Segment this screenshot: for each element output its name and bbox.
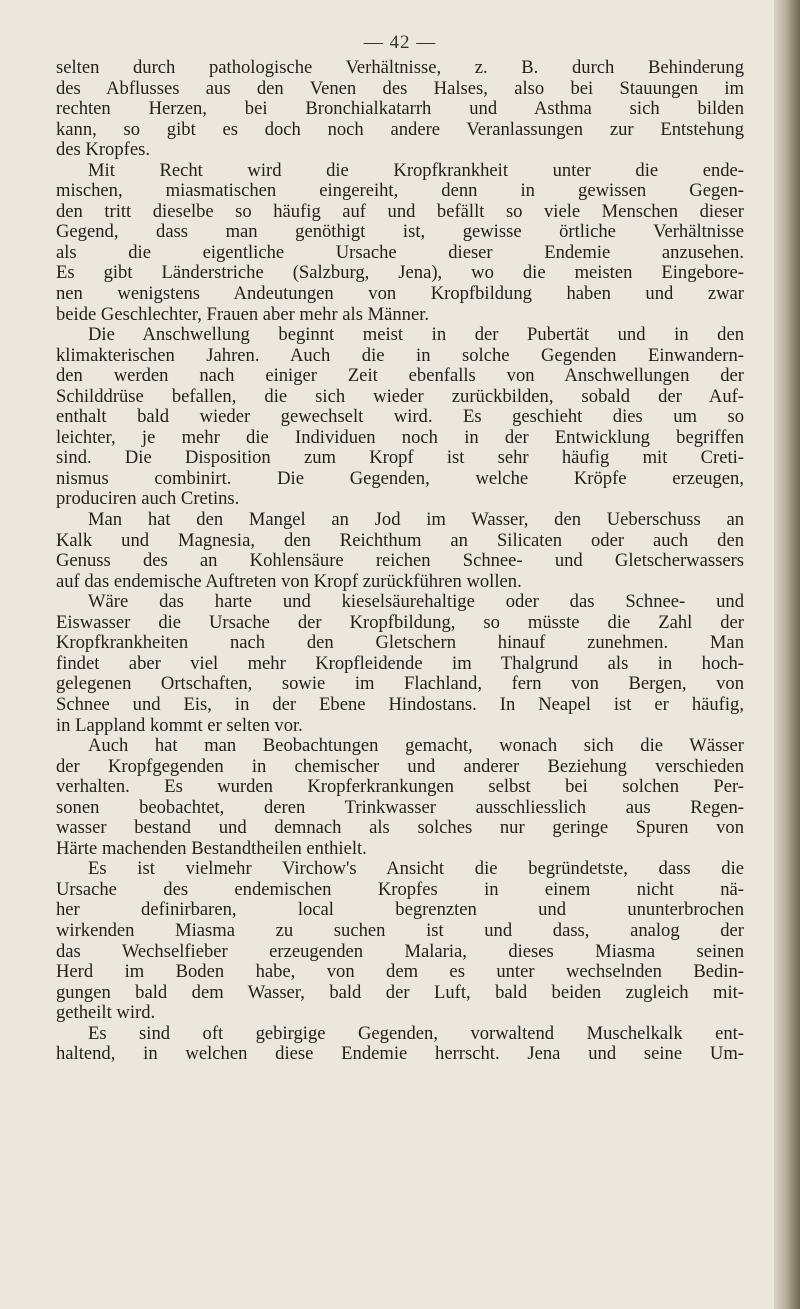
page-number: — 42 — (363, 32, 437, 53)
text-line: den werden nach einiger Zeit ebenfalls von Anschwellungen der (56, 365, 744, 387)
text-line: Es gibt Länderstriche (Salzburg, Jena), wo die meisten Eingebore- (56, 262, 744, 284)
text-line: haltend, in welchen diese Endemie herrscht. Jena und seine Um- (56, 1043, 744, 1065)
text-line: Wäre das harte und kieselsäurehaltige oder das Schnee- und (88, 591, 744, 613)
text-line: Härte machenden Bestandtheilen enthielt. (56, 837, 367, 859)
text-line: das Wechselfieber erzeugenden Malaria, dieses Miasma seinen (56, 940, 744, 962)
text-line: gelegenen Ortschaften, sowie im Flachland, fern von Bergen, von (56, 673, 744, 695)
text-line: Gegend, dass man genöthigt ist, gewisse örtliche Verhältnisse (56, 221, 744, 243)
text-line: klimakterischen Jahren. Auch die in solche Gegenden Einwandern- (56, 344, 744, 366)
text-line: nen wenigstens Andeutungen von Kropfbildung haben und zwar (56, 283, 744, 305)
text-line: Es sind oft gebirgige Gegenden, vorwaltend Muschelkalk ent- (88, 1022, 744, 1044)
text-line: als die eigentliche Ursache dieser Endemie anzusehen. (56, 241, 744, 263)
page-edge-shadow (774, 0, 800, 1309)
body-text (56, 58, 744, 1065)
text-line: getheilt wird. (56, 1002, 156, 1024)
text-line: wirkenden Miasma zu suchen ist und dass, analog der (56, 919, 744, 941)
text-line: gungen bald dem Wasser, bald der Luft, bald beiden zugleich mit- (56, 981, 744, 1003)
text-line: leichter, je mehr die Individuen noch in der Entwicklung begriffen (56, 426, 744, 448)
text-line: beide Geschlechter, Frauen aber mehr als Männer. (56, 303, 430, 325)
text-line: mischen, miasmatischen eingereiht, denn in gewissen Gegen- (56, 180, 744, 202)
text-line: in Lappland kommt er selten vor. (56, 714, 303, 736)
text-line: findet aber viel mehr Kropfleidende im Thalgrund als in hoch- (56, 652, 744, 674)
text-line: Auch hat man Beobachtungen gemacht, wonach sich die Wässer (88, 735, 744, 757)
text-line: Schnee und Eis, in der Ebene Hindostans. In Neapel ist er häufig, (56, 693, 744, 715)
text-line: verhalten. Es wurden Kropferkrankungen selbst bei solchen Per- (56, 776, 744, 798)
text-line: Man hat den Mangel an Jod im Wasser, den Ueberschuss an (88, 509, 744, 531)
text-line: des Kropfes. (56, 139, 150, 161)
text-line: den tritt dieselbe so häufig auf und befällt so viele Menschen dieser (56, 200, 744, 222)
text-line: her definirbaren, local begrenzten und ununterbrochen (56, 899, 744, 921)
text-line: sind. Die Disposition zum Kropf ist sehr häufig mit Creti- (56, 447, 744, 469)
text-line: nismus combinirt. Die Gegenden, welche Kröpfe erzeugen, (56, 467, 744, 489)
text-line: kann, so gibt es doch noch andere Veranlassungen zur Entstehung (56, 118, 744, 140)
text-line: des Abflusses aus den Venen des Halses, also bei Stauungen im (56, 77, 744, 99)
text-line: Die Anschwellung beginnt meist in der Pubertät und in den (88, 324, 744, 346)
text-line: Herd im Boden habe, von dem es unter wechselnden Bedin- (56, 961, 744, 983)
text-line: sonen beobachtet, deren Trinkwasser ausschliesslich aus Regen- (56, 796, 744, 818)
text-line: Genuss des an Kohlensäure reichen Schnee- und Gletscherwassers (56, 550, 744, 572)
text-line: Kalk und Magnesia, den Reichthum an Silicaten oder auch den (56, 529, 744, 551)
text-line: Schilddrüse befallen, die sich wieder zurückbilden, sobald der Auf- (56, 385, 744, 407)
text-line: wasser bestand und demnach als solches nur geringe Spuren von (56, 817, 744, 839)
text-line: rechten Herzen, bei Bronchialkatarrh und Asthma sich bilden (56, 98, 744, 120)
text-line: Ursache des endemischen Kropfes in einem nicht nä- (56, 878, 744, 900)
text-line: selten durch pathologische Verhältnisse, z. B. durch Behinderung (56, 57, 744, 78)
text-line: auf das endemische Auftreten von Kropf zurückführen wollen. (56, 570, 522, 592)
text-line: produciren auch Cretins. (56, 488, 240, 510)
text-line: der Kropfgegenden in chemischer und anderer Beziehung verschieden (56, 755, 744, 777)
text-line: Es ist vielmehr Virchow's Ansicht die begründetste, dass die (88, 858, 744, 880)
text-line: Eiswasser die Ursache der Kropfbildung, so müsste die Zahl der (56, 611, 744, 633)
text-line: Kropfkrankheiten nach den Gletschern hinauf zunehmen. Man (56, 632, 744, 654)
text-line: Mit Recht wird die Kropfkrankheit unter die ende- (88, 159, 744, 181)
text-line: enthalt bald wieder gewechselt wird. Es geschieht dies um so (56, 406, 744, 428)
